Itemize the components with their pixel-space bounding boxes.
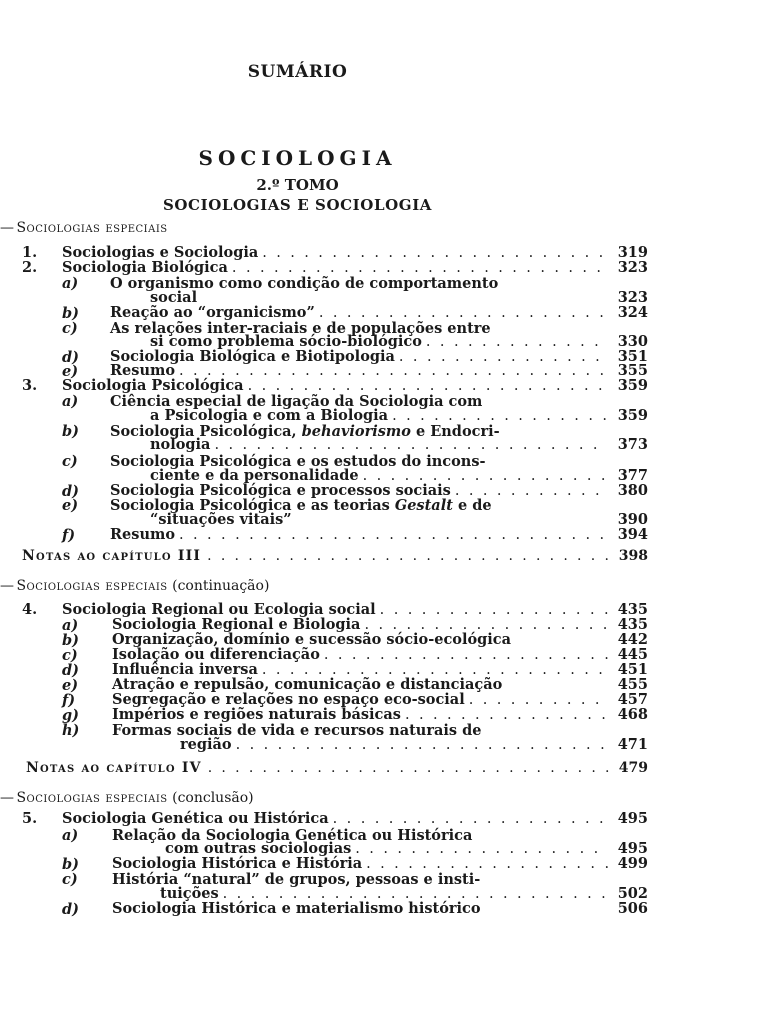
toc-entry-subitem[interactable]: Resumo . . . 394	[110, 527, 648, 543]
item-label: d)	[62, 349, 79, 366]
toc-entry-subitem[interactable]: Sociologia Histórica e materialismo histórico 506	[112, 900, 648, 917]
toc-entry-notes[interactable]: Notas ao capítulo III . . . 398	[22, 548, 648, 564]
toc-entry-subitem[interactable]: ciente e da personalidade . . . 377	[150, 468, 648, 484]
toc-entry-line[interactable]: Sociologia Psicológica e os estudos do incons-	[110, 453, 486, 470]
toc-entry-line[interactable]: Ciência especial de ligação da Sociologia com	[110, 393, 483, 410]
subtitle-heading: SOCIOLOGIAS E SOCIOLOGIA	[162, 196, 433, 214]
item-label: e)	[62, 363, 79, 380]
toc-entry-subitem[interactable]: nologia . . . 373	[150, 437, 648, 453]
item-label: h)	[62, 722, 80, 739]
toc-entry-line[interactable]: O organismo como condição de comportamento	[110, 275, 499, 292]
toc-entry-subitem[interactable]: região . . . 471	[180, 737, 648, 753]
item-label: e)	[62, 497, 79, 514]
toc-entry-subitem[interactable]: Segregação e relações no espaço eco-social . . . 457	[112, 692, 648, 708]
item-label: b)	[62, 305, 79, 322]
toc-entry-subitem[interactable]: Organização, domínio e sucessão sócio-ecológica 442	[112, 631, 648, 648]
toc-entry-line[interactable]: História “natural” de grupos, pessoas e insti-	[112, 871, 481, 888]
toc-entry-line[interactable]: As relações inter-raciais e de populações entre	[110, 320, 491, 337]
toc-entry-subitem[interactable]: si como problema sócio-biológico . . . 330	[150, 334, 648, 350]
toc-entry-line[interactable]: Sociologia Psicológica, behaviorismo e Endocri-	[110, 423, 500, 440]
toc-entry-chapter[interactable]: 4. Sociologia Regional ou Ecologia social . . . 435	[22, 602, 648, 618]
toc-entry-subitem[interactable]: Sociologia Biológica e Biotipologia . . . 351	[110, 349, 648, 365]
volume-heading: 2.º TOMO	[256, 176, 339, 194]
toc-entry-subitem[interactable]: Reação ao “organicismo” . . . 324	[110, 305, 648, 321]
item-label: c)	[62, 871, 78, 888]
toc-entry-subitem[interactable]: Isolação ou diferenciação . . . 445	[112, 647, 648, 663]
toc-entry-line[interactable]: Sociologia Psicológica e as teorias Gestalt e de	[110, 497, 492, 514]
item-label: d)	[62, 483, 79, 500]
item-label: d)	[62, 662, 79, 679]
item-label: c)	[62, 647, 78, 664]
section-heading: — Sociologias especiais (continuação)	[0, 578, 270, 594]
toc-entry-subitem[interactable]: Impérios e regiões naturais básicas . . . 468	[112, 707, 648, 723]
item-label: a)	[62, 393, 79, 410]
toc-entry-chapter[interactable]: 3. Sociologia Psicológica . . . 359	[22, 378, 648, 394]
section-heading: — Sociologias especiais	[0, 220, 168, 236]
toc-entry-subitem[interactable]: com outras sociologias . . . 495	[165, 841, 648, 857]
item-label: f)	[62, 527, 76, 544]
item-label: g)	[62, 707, 79, 724]
item-label: c)	[62, 320, 78, 337]
item-label: b)	[62, 632, 79, 649]
toc-entry-subitem[interactable]: Atração e repulsão, comunicação e distanciação 455	[112, 676, 648, 693]
toc-entry-line[interactable]: Relação da Sociologia Genética ou Histórica	[112, 827, 473, 844]
item-label: b)	[62, 423, 79, 440]
toc-entry-subitem[interactable]: social 323	[150, 289, 648, 306]
toc-entry-subitem[interactable]: Resumo . . . 355	[110, 363, 648, 379]
toc-entry-chapter[interactable]: 5. Sociologia Genética ou Histórica . . . 495	[22, 811, 648, 827]
toc-entry-subitem[interactable]: a Psicologia e com a Biologia . . . 359	[150, 408, 648, 424]
item-label: a)	[62, 617, 79, 634]
toc-entry-subitem[interactable]: Influência inversa . . . 451	[112, 662, 648, 678]
toc-entry-chapter[interactable]: 2. Sociologia Biológica . . . 323	[22, 260, 648, 276]
toc-entry-subitem[interactable]: Sociologia Psicológica e processos sociais . . . 380	[110, 483, 648, 499]
toc-entry-notes[interactable]: Notas ao capítulo IV . . . 479	[26, 760, 648, 776]
item-label: a)	[62, 827, 79, 844]
summary-heading: SUMÁRIO	[247, 62, 348, 82]
item-label: b)	[62, 856, 79, 873]
toc-entry-subitem[interactable]: “situações vitais” 390	[150, 511, 648, 528]
item-label: a)	[62, 275, 79, 292]
toc-entry-chapter[interactable]: 1. Sociologias e Sociologia . . . 319	[22, 245, 648, 261]
toc-entry-subitem[interactable]: Sociologia Histórica e História . . . 499	[112, 856, 648, 872]
item-label: d)	[62, 901, 79, 918]
item-label: e)	[62, 677, 79, 694]
toc-entry-subitem[interactable]: tuições . . . 502	[160, 886, 648, 902]
subject-heading: SOCIOLOGIA	[198, 146, 397, 170]
toc-entry-line[interactable]: Formas sociais de vida e recursos naturais de	[112, 722, 482, 739]
toc-entry-subitem[interactable]: Sociologia Regional e Biologia . . . 435	[112, 617, 648, 633]
section-heading: — Sociologias especiais (conclusão)	[0, 790, 254, 806]
item-label: c)	[62, 453, 78, 470]
item-label: f)	[62, 692, 76, 709]
